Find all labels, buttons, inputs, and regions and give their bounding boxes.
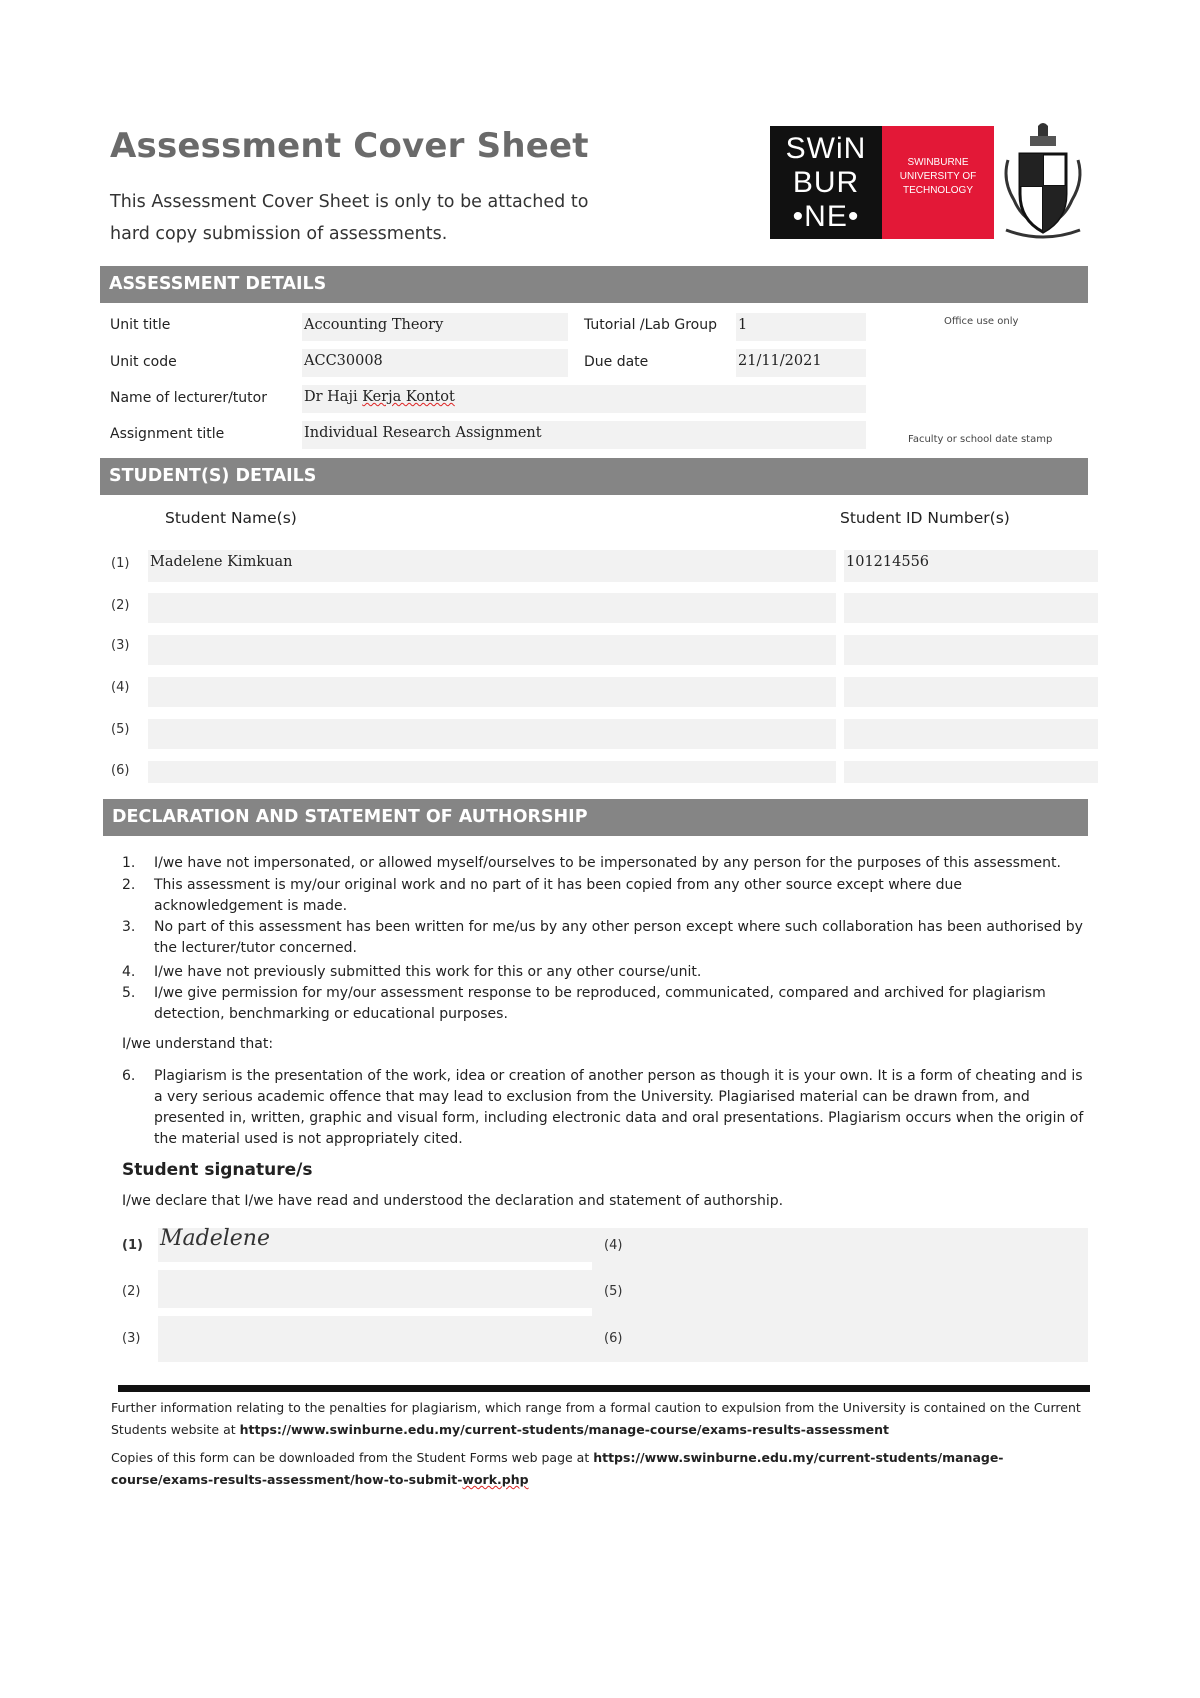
declaration-item-num: 1.	[122, 855, 136, 871]
unit-title-label: Unit title	[110, 317, 171, 333]
signature-1[interactable]: Madelene	[160, 1226, 270, 1251]
lecturer-field[interactable]	[302, 385, 866, 413]
student-id-header: Student ID Number(s)	[840, 509, 1010, 527]
student-id-field[interactable]	[844, 677, 1098, 707]
signature-label: (2)	[122, 1284, 141, 1299]
date-stamp-label: Faculty or school date stamp	[908, 434, 1053, 445]
assessment-details-header: ASSESSMENT DETAILS	[100, 266, 1088, 303]
tutorial-label: Tutorial /Lab Group	[584, 317, 717, 333]
assignment-field[interactable]: Individual Research Assignment	[302, 421, 866, 449]
declaration-item-num: 5.	[122, 985, 136, 1001]
logo-line-3: •NE•	[792, 200, 860, 233]
signature-divider	[158, 1308, 592, 1316]
subtitle-line-1: This Assessment Cover Sheet is only to be attached to	[110, 192, 589, 212]
logo-line-2: BUR	[792, 166, 860, 199]
logo-red-line-3: TECHNOLOGY	[902, 185, 973, 196]
unit-code-label: Unit code	[110, 354, 177, 370]
signature-label: (3)	[122, 1331, 141, 1346]
declaration-item-text: This assessment is my/our original work and no part of it has been copied from any other source except where due acknowledgement is made.	[154, 877, 963, 914]
declaration-item-text: No part of this assessment has been written for me/us by any other person except where such collaboration has been authorised by the lecturer/tutor concerned.	[154, 919, 1083, 956]
logo-red-line-1: SWINBURNE	[907, 157, 969, 168]
footer-link-1[interactable]: https://www.swinburne.edu.my/current-students/manage-course/exams-results-assessment	[239, 1422, 890, 1437]
understand-label: I/we understand that:	[122, 1036, 274, 1052]
due-date-label: Due date	[584, 354, 649, 370]
declaration-item-text: I/we give permission for my/our assessment response to be reproduced, communicated, compared and archived for plagiarism detection, benchmarking or educational purposes.	[154, 985, 1046, 1022]
declaration-item	[122, 1066, 1084, 1154]
signature-label: (5)	[604, 1284, 623, 1299]
declaration-header: DECLARATION AND STATEMENT OF AUTHORSHIP	[103, 799, 1088, 836]
footer-text-1: Further information relating to the penalties for plagiarism, which range from a formal caution to expulsion from the University is contained on the Current Students website at	[111, 1400, 1081, 1437]
assignment-label: Assignment title	[110, 426, 225, 442]
logo-black-panel	[770, 126, 882, 239]
subtitle	[110, 186, 650, 250]
declaration-item	[122, 853, 1080, 874]
declaration-item-text: I/we have not previously submitted this work for this or any other course/unit.	[154, 964, 702, 980]
lecturer-label: Name of lecturer/tutor	[110, 390, 267, 406]
signature-label: (4)	[604, 1238, 623, 1253]
student-row-num: (6)	[111, 763, 130, 778]
university-crest-icon	[1000, 120, 1086, 242]
footer-link-2-end[interactable]: work.php	[462, 1472, 529, 1487]
student-name-field[interactable]	[148, 677, 836, 707]
unit-code-field[interactable]: ACC30008	[302, 349, 568, 377]
signature-label: (6)	[604, 1331, 623, 1346]
student-id-field[interactable]	[844, 635, 1098, 665]
logo-red-line-2: UNIVERSITY OF	[899, 171, 977, 182]
declaration-item	[122, 917, 1083, 959]
logo-red-panel	[882, 126, 994, 239]
signature-label: (1)	[122, 1238, 143, 1253]
declaration-item-num: 3.	[122, 919, 136, 935]
student-name-field[interactable]	[148, 635, 836, 665]
logo-line-1: SWiN	[785, 132, 867, 165]
lecturer-prefix: Dr Haji	[304, 389, 363, 405]
tutorial-field[interactable]: 1	[736, 313, 866, 341]
footer-text-2: Copies of this form can be downloaded from the Student Forms web page at	[111, 1450, 594, 1465]
signature-area	[158, 1228, 1088, 1362]
signature-divider	[158, 1262, 592, 1270]
signature-heading: Student signature/s	[122, 1160, 313, 1180]
unit-title-field[interactable]: Accounting Theory	[302, 313, 568, 341]
student-id-field[interactable]	[844, 719, 1098, 749]
office-use-label: Office use only	[944, 316, 1019, 327]
student-row-num: (5)	[111, 722, 130, 737]
student-name-header: Student Name(s)	[165, 509, 297, 527]
student-row-num: (4)	[111, 680, 130, 695]
student-name-field[interactable]	[148, 593, 836, 623]
student-row-num: (1)	[111, 556, 130, 571]
declaration-item	[122, 983, 1080, 1025]
student-row-num: (2)	[111, 598, 130, 613]
swinburne-logo	[770, 126, 994, 239]
student-name-field[interactable]	[148, 719, 836, 749]
footer-paragraph-1	[111, 1397, 1101, 1441]
student-details-header: STUDENT(S) DETAILS	[100, 458, 1088, 495]
declaration-item-num: 4.	[122, 964, 136, 980]
student-id-field[interactable]	[844, 593, 1098, 623]
declaration-item-num: 6.	[122, 1068, 136, 1084]
footer-link-2[interactable]: https://www.swinburne.edu.my/current-students/manage-course/exams-results-assessment/how-to-submit-	[111, 1450, 1004, 1487]
due-date-field[interactable]: 21/11/2021	[736, 349, 866, 377]
declaration-item-num: 2.	[122, 877, 136, 893]
subtitle-line-2: hard copy submission of assessments.	[110, 224, 448, 244]
declaration-item-text: Plagiarism is the presentation of the work, idea or creation of another person as though it is your own. It is a form of cheating and is a very serious academic offence that may lead to exclusion from the University. Plagiarised material can be drawn from, and presented in, written, graphic and visual form, including electronic data and oral presentations. Plagiarism occurs when the origin of the material used is not appropriately cited.	[154, 1068, 1084, 1147]
lecturer-name: Kerja Kontot	[362, 389, 455, 405]
footer-rule	[118, 1385, 1090, 1392]
student-name-field[interactable]	[148, 761, 836, 783]
student-id-field[interactable]: 101214556	[844, 550, 1098, 582]
student-name-field[interactable]: Madelene Kimkuan	[148, 550, 836, 582]
declaration-item-text: I/we have not impersonated, or allowed myself/ourselves to be impersonated by any person for the purposes of this assessment.	[154, 855, 1061, 871]
declaration-item	[122, 962, 1080, 983]
declaration-item	[122, 875, 1080, 917]
signature-statement: I/we declare that I/we have read and understood the declaration and statement of authorship.	[122, 1193, 784, 1209]
footer-paragraph-2	[111, 1447, 1101, 1491]
student-id-field[interactable]	[844, 761, 1098, 783]
page-title: Assessment Cover Sheet	[110, 126, 589, 166]
student-row-num: (3)	[111, 638, 130, 653]
